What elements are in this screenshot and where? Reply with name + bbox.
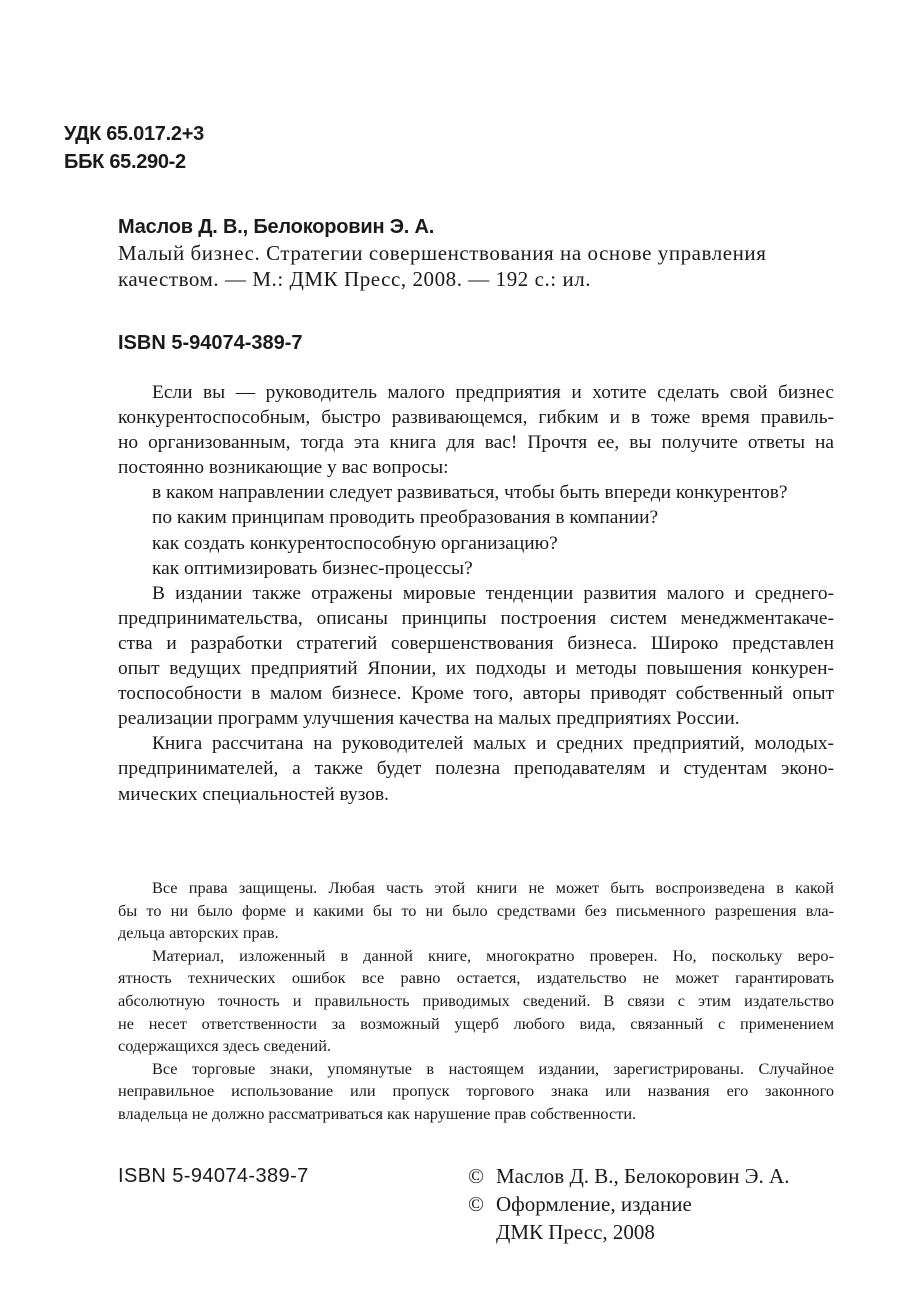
annotation-question: как оптимизировать бизнес-процессы? <box>152 557 473 579</box>
copyright-publisher: ДМК Пресс, 2008 <box>496 1220 655 1244</box>
annotation-line: опыт ведущих предприятий Японии, их подходы и методы повышения конкурен- <box>118 658 834 680</box>
bbk-code: ББК 65.290-2 <box>64 151 186 173</box>
authors: Маслов Д. В., Белокоровин Э. А. <box>118 216 435 238</box>
annotation-line: ства и разработки стратегий совершенствования бизнеса. Широко представлен <box>118 632 834 654</box>
annotation-line: предпринимателей, а также будет полезна преподавателям и студентам эконо- <box>118 758 834 780</box>
annotation-line: конкурентоспособным, быстро развивающемся, гибким и в тоже время правиль- <box>118 407 834 429</box>
legal-notice <box>118 877 834 1126</box>
copyright-design: Оформление, издание <box>496 1192 692 1216</box>
legal-line: Материал, изложенный в данной книге, многократно проверен. Но, поскольку веро- <box>152 945 834 965</box>
annotation-line: тоспособности в малом бизнесе. Кроме того, авторы приводят собственный опыт <box>118 683 834 705</box>
annotation-line: Книга рассчитана на руководителей малых и средних предприятий, молодых- <box>152 733 834 755</box>
isbn-main: ISBN 5-94074-389-7 <box>118 332 303 354</box>
copyright-icon: © <box>468 1164 484 1188</box>
legal-line: Все права защищены. Любая часть этой книги не может быть воспроизведена в какой <box>152 878 834 897</box>
title-line: качеством. — М.: ДМК Пресс, 2008. — 192 с.: ил. <box>118 267 592 291</box>
copyright-authors: Маслов Д. В., Белокоровин Э. А. <box>496 1164 790 1188</box>
legal-line: абсолютную точность и правильность приводимых сведений. В связи с этим издательство <box>118 990 834 1010</box>
annotation-line: постоянно возникающие у вас вопросы: <box>118 457 449 479</box>
title-line: Малый бизнес. Стратегии совершенствования на основе управления <box>118 241 767 265</box>
annotation-line: Если вы — руководитель малого предприятия и хотите сделать свой бизнес <box>152 382 834 403</box>
annotation-line: но организованным, тогда эта книга для вас! Прочтя ее, вы получите ответы на <box>118 432 834 454</box>
annotation <box>118 380 834 807</box>
annotation-line: мических специальностей вузов. <box>118 783 389 805</box>
annotation-question: в каком направлении следует развиваться, чтобы быть впереди конкурентов? <box>152 482 788 504</box>
classification-codes <box>64 120 204 176</box>
annotation-line: В издании также отражены мировые тенденции развития малого и среднего- <box>152 582 834 604</box>
legal-line: Все торговые знаки, упомянутые в настоящем издании, зарегистрированы. Случайное <box>152 1058 834 1078</box>
annotation-question: по каким принципам проводить преобразования в компании? <box>152 507 659 529</box>
annotation-question: как создать конкурентоспособную организацию? <box>152 532 558 554</box>
udk-code: УДК 65.017.2+3 <box>64 123 204 145</box>
bibliographic-record <box>118 214 834 292</box>
legal-line: бы то ни было форме и какими бы то ни было средствами без письменного разрешения вла- <box>118 900 834 920</box>
annotation-line: предпринимательства, описаны принципы построения систем менеджментакаче- <box>118 607 834 629</box>
annotation-line: реализации программ улучшения качества на малых предприятиях России. <box>118 708 740 730</box>
legal-line: содержащихся здесь сведений. <box>118 1036 332 1056</box>
legal-line: неправильное использование или пропуск торгового знака или названия его законного <box>118 1081 834 1101</box>
isbn-footer: ISBN 5-94074-389-7 <box>118 1165 309 1187</box>
legal-line: ятность технических ошибок все равно остается, издательство не может гарантировать <box>118 968 834 988</box>
copyright-icon: © <box>468 1192 484 1216</box>
legal-line: владельца не должно рассматриваться как нарушение прав собственности. <box>118 1103 637 1123</box>
legal-line: не несет ответственности за возможный ущерб любого вида, связанный с применением <box>118 1013 834 1033</box>
legal-line: дельца авторских прав. <box>118 923 279 943</box>
copyright-block <box>468 1162 789 1246</box>
